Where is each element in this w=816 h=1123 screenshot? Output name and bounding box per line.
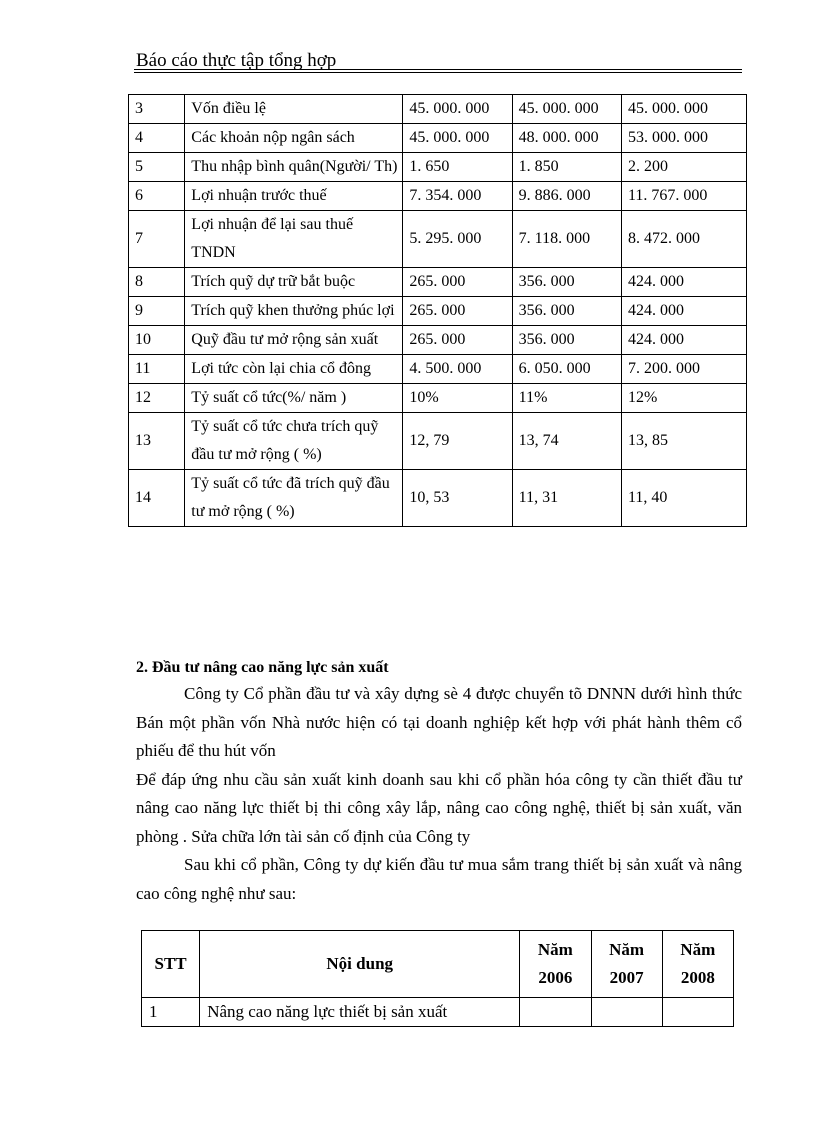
section-heading: 2. Đầu tư nâng cao năng lực sản xuất	[136, 659, 389, 676]
value-year-3: 11. 767. 000	[621, 182, 746, 211]
table-row	[129, 384, 747, 413]
row-number: 4	[129, 124, 185, 153]
table-row	[129, 268, 747, 297]
table-row	[129, 355, 747, 384]
value-year-2: 11, 31	[512, 470, 621, 527]
value-year-2: 356. 000	[512, 297, 621, 326]
value-year-1: 5. 295. 000	[403, 211, 512, 268]
row-item: Tỷ suất cổ tức chưa trích quỹ đầu tư mở rộng ( %)	[185, 413, 403, 470]
value-year-2: 6. 050. 000	[512, 355, 621, 384]
value-year-2: 13, 74	[512, 413, 621, 470]
table-row	[129, 211, 747, 268]
table-row	[129, 297, 747, 326]
row-item: Quỹ đầu tư mở rộng sản xuất	[185, 326, 403, 355]
header-rule-double	[134, 72, 742, 73]
header-title: Báo cáo thực tập tổng hợp	[136, 50, 337, 71]
row-item: Tỷ suất cổ tức(%/ năm )	[185, 384, 403, 413]
row-item: Thu nhập bình quân(Người/ Th)	[185, 153, 403, 182]
value-year-3: 7. 200. 000	[621, 355, 746, 384]
row-item: Các khoản nộp ngân sách	[185, 124, 403, 153]
paragraph: Để đáp ứng nhu cầu sản xuất kinh doanh sau khi cổ phần hóa công ty cần thiết đầu tư nâng cao năng lực thiết bị thi công xây lắp, nâng cao công nghệ, thiết bị sản xuất, văn phòng . Sửa chữa lớn tài sản cố định của Công ty	[136, 769, 742, 846]
value-year-1: 4. 500. 000	[403, 355, 512, 384]
value-year-1: 10%	[403, 384, 512, 413]
value-year-2: 48. 000. 000	[512, 124, 621, 153]
paragraph: Công ty Cổ phần đầu tư và xây dựng sè 4 được chuyển tõ DNNN dưới hình thức Bán một phần vốn Nhà nước hiện có tại doanh nghiệp kết hợp với phát hành thêm cổ phiếu để thu hút vốn	[136, 684, 742, 760]
header-year-3	[662, 931, 733, 998]
row-item: Tỷ suất cổ tức đã trích quỹ đầu tư mở rộng ( %)	[185, 470, 403, 527]
table-row	[142, 998, 734, 1027]
value-year-1: 265. 000	[403, 268, 512, 297]
value-year-2: 11%	[512, 384, 621, 413]
value-year-1: 45. 000. 000	[403, 124, 512, 153]
value-year-3: 2. 200	[621, 153, 746, 182]
row-number: 12	[129, 384, 185, 413]
header-year-value: 2007	[609, 968, 644, 987]
table-row	[129, 470, 747, 527]
row-item: Lợi nhuận trước thuế	[185, 182, 403, 211]
value-year-3	[662, 998, 733, 1027]
row-item: Trích quỹ khen thưởng phúc lợi	[185, 297, 403, 326]
value-year-1: 45. 000. 000	[403, 95, 512, 124]
row-number: 11	[129, 355, 185, 384]
value-year-2: 7. 118. 000	[512, 211, 621, 268]
header-year-2	[591, 931, 662, 998]
value-year-2	[591, 998, 662, 1027]
value-year-1: 1. 650	[403, 153, 512, 182]
row-item: Vốn điều lệ	[185, 95, 403, 124]
value-year-1	[520, 998, 591, 1027]
header-rule	[134, 69, 742, 70]
value-year-2: 356. 000	[512, 268, 621, 297]
table-row	[129, 124, 747, 153]
paragraph: Sau khi cổ phần, Công ty dự kiến đầu tư mua sắm trang thiết bị sản xuất và nâng cao công nghệ như sau:	[136, 855, 742, 903]
row-item: Lợi nhuận để lại sau thuế TNDN	[185, 211, 403, 268]
row-number: 1	[142, 998, 200, 1027]
value-year-1: 265. 000	[403, 326, 512, 355]
value-year-2: 356. 000	[512, 326, 621, 355]
row-number: 8	[129, 268, 185, 297]
value-year-3: 424. 000	[621, 326, 746, 355]
row-number: 6	[129, 182, 185, 211]
row-item: Trích quỹ dự trữ bắt buộc	[185, 268, 403, 297]
header-content: Nội dung	[200, 931, 520, 998]
header-year-word: Năm	[537, 940, 573, 959]
value-year-3: 424. 000	[621, 268, 746, 297]
row-number: 7	[129, 211, 185, 268]
value-year-2: 1. 850	[512, 153, 621, 182]
table-row	[129, 182, 747, 211]
value-year-3: 12%	[621, 384, 746, 413]
value-year-1: 12, 79	[403, 413, 512, 470]
header-year-value: 2008	[680, 968, 715, 987]
value-year-1: 265. 000	[403, 297, 512, 326]
value-year-1: 10, 53	[403, 470, 512, 527]
investment-table	[141, 930, 734, 1027]
header-year-1	[520, 931, 591, 998]
header-year-word: Năm	[680, 940, 716, 959]
header-year-value: 2006	[538, 968, 573, 987]
row-number: 10	[129, 326, 185, 355]
value-year-3: 45. 000. 000	[621, 95, 746, 124]
value-year-2: 45. 000. 000	[512, 95, 621, 124]
row-item: Lợi tức còn lại chia cổ đông	[185, 355, 403, 384]
table-row	[129, 413, 747, 470]
row-number: 5	[129, 153, 185, 182]
row-number: 3	[129, 95, 185, 124]
header-stt: STT	[142, 931, 200, 998]
table-row	[129, 326, 747, 355]
value-year-3: 53. 000. 000	[621, 124, 746, 153]
value-year-2: 9. 886. 000	[512, 182, 621, 211]
section-body	[136, 680, 742, 908]
value-year-3: 13, 85	[621, 413, 746, 470]
value-year-3: 11, 40	[621, 470, 746, 527]
table-row	[129, 95, 747, 124]
table-row	[129, 153, 747, 182]
value-year-3: 424. 000	[621, 297, 746, 326]
header-year-word: Năm	[609, 940, 645, 959]
value-year-1: 7. 354. 000	[403, 182, 512, 211]
value-year-3: 8. 472. 000	[621, 211, 746, 268]
row-number: 14	[129, 470, 185, 527]
row-content: Nâng cao năng lực thiết bị sản xuất	[200, 998, 520, 1027]
row-number: 13	[129, 413, 185, 470]
row-number: 9	[129, 297, 185, 326]
financial-indicators-table	[128, 94, 747, 527]
table-header-row	[142, 931, 734, 998]
